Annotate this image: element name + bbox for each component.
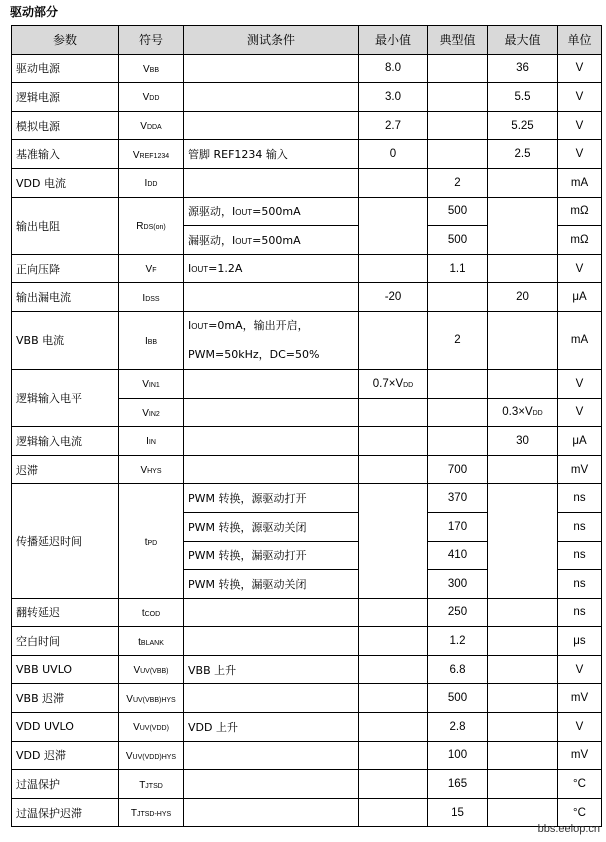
condition-cell: [184, 598, 359, 627]
condition-cell: [184, 770, 359, 799]
unit-cell: mV: [558, 455, 602, 484]
unit-cell: ns: [558, 541, 602, 570]
max-cell: [488, 369, 558, 398]
typ-cell: 1.2: [428, 627, 488, 656]
max-cell: [488, 254, 558, 283]
min-cell: [359, 627, 428, 656]
param-cell: VDD 迟滞: [12, 741, 119, 770]
param-cell: VDD 电流: [12, 168, 119, 197]
condition-cell: [184, 111, 359, 140]
max-cell: 20: [488, 283, 558, 312]
symbol-cell: VUV(VBB)HYS: [119, 684, 184, 713]
symbol-cell: IIN: [119, 427, 184, 456]
unit-cell: mV: [558, 741, 602, 770]
param-cell: 正向压降: [12, 254, 119, 283]
table-row: [12, 83, 602, 112]
typ-cell: 500: [428, 197, 488, 226]
param-cell: 输出电阻: [12, 197, 119, 254]
typ-cell: [428, 83, 488, 112]
unit-cell: °C: [558, 798, 602, 827]
unit-cell: V: [558, 254, 602, 283]
min-cell: 0.7×VDD: [359, 369, 428, 398]
symbol-cell: TJTSD: [119, 770, 184, 799]
unit-cell: V: [558, 83, 602, 112]
typ-cell: 370: [428, 484, 488, 513]
min-cell: [359, 484, 428, 598]
typ-cell: 2: [428, 168, 488, 197]
min-cell: [359, 455, 428, 484]
symbol-cell: VBB: [119, 54, 184, 83]
condition-cell: [184, 83, 359, 112]
min-cell: [359, 168, 428, 197]
max-cell: [488, 311, 558, 369]
symbol-cell: VF: [119, 254, 184, 283]
unit-cell: μA: [558, 283, 602, 312]
unit-cell: V: [558, 713, 602, 742]
unit-cell: °C: [558, 770, 602, 799]
min-cell: [359, 713, 428, 742]
symbol-cell: tCOD: [119, 598, 184, 627]
min-cell: [359, 427, 428, 456]
header-min: 最小值: [359, 26, 428, 55]
max-cell: [488, 455, 558, 484]
typ-cell: [428, 111, 488, 140]
header-param: 参数: [12, 26, 119, 55]
typ-cell: 165: [428, 770, 488, 799]
table-row: [12, 311, 602, 369]
param-cell: 模拟电源: [12, 111, 119, 140]
param-cell: 过温保护迟滞: [12, 798, 119, 827]
symbol-cell: VUV(VDD)HYS: [119, 741, 184, 770]
symbol-cell: VDD: [119, 83, 184, 112]
condition-cell: [184, 741, 359, 770]
param-cell: 逻辑输入电平: [12, 369, 119, 426]
symbol-cell: VIN1: [119, 369, 184, 398]
max-cell: [488, 197, 558, 254]
table-row: [12, 54, 602, 83]
table-row: [12, 197, 602, 226]
symbol-cell: VIN2: [119, 398, 184, 427]
condition-cell: IOUT=1.2A: [184, 254, 359, 283]
table-row: [12, 254, 602, 283]
condition-cell: 漏驱动，IOUT=500mA: [184, 226, 359, 255]
condition-cell: PWM 转换，源驱动打开: [184, 484, 359, 513]
condition-cell: PWM 转换，源驱动关闭: [184, 512, 359, 541]
header-max: 最大值: [488, 26, 558, 55]
symbol-cell: tPD: [119, 484, 184, 598]
param-cell: 过温保护: [12, 770, 119, 799]
unit-cell: mA: [558, 168, 602, 197]
condition-cell: [184, 455, 359, 484]
unit-cell: ns: [558, 484, 602, 513]
param-cell: VBB UVLO: [12, 655, 119, 684]
table-row: [12, 627, 602, 656]
table-row: [12, 655, 602, 684]
typ-cell: [428, 398, 488, 427]
condition-cell: VDD 上升: [184, 713, 359, 742]
typ-cell: 500: [428, 226, 488, 255]
typ-cell: 410: [428, 541, 488, 570]
condition-cell: [184, 168, 359, 197]
table-row: [12, 598, 602, 627]
max-cell: [488, 598, 558, 627]
typ-cell: 170: [428, 512, 488, 541]
typ-cell: 300: [428, 570, 488, 599]
max-cell: 36: [488, 54, 558, 83]
max-cell: [488, 627, 558, 656]
unit-cell: V: [558, 140, 602, 169]
typ-cell: 15: [428, 798, 488, 827]
min-cell: [359, 741, 428, 770]
typ-cell: 500: [428, 684, 488, 713]
section-title: 驱动部分: [10, 5, 59, 19]
watermark: bbs.eelop.cn: [537, 823, 600, 835]
header-symbol: 符号: [119, 26, 184, 55]
min-cell: [359, 684, 428, 713]
max-cell: [488, 168, 558, 197]
min-cell: [359, 254, 428, 283]
unit-cell: mA: [558, 311, 602, 369]
symbol-cell: VREF1234: [119, 140, 184, 169]
condition-cell: [184, 283, 359, 312]
symbol-cell: IDD: [119, 168, 184, 197]
max-cell: 5.5: [488, 83, 558, 112]
table-row: [12, 369, 602, 398]
table-row: [12, 111, 602, 140]
param-cell: VBB 迟滞: [12, 684, 119, 713]
header-condition: 测试条件: [184, 26, 359, 55]
unit-cell: V: [558, 398, 602, 427]
typ-cell: 1.1: [428, 254, 488, 283]
condition-cell: 管脚 REF1234 输入: [184, 140, 359, 169]
table-row: [12, 455, 602, 484]
min-cell: 0: [359, 140, 428, 169]
header-typ: 典型值: [428, 26, 488, 55]
symbol-cell: IBB: [119, 311, 184, 369]
typ-cell: 250: [428, 598, 488, 627]
min-cell: [359, 598, 428, 627]
spec-table: [11, 25, 602, 827]
typ-cell: [428, 427, 488, 456]
unit-cell: μs: [558, 627, 602, 656]
unit-cell: V: [558, 369, 602, 398]
symbol-cell: RDS(on): [119, 197, 184, 254]
max-cell: 0.3×VDD: [488, 398, 558, 427]
unit-cell: μA: [558, 427, 602, 456]
typ-cell: 2.8: [428, 713, 488, 742]
typ-cell: [428, 283, 488, 312]
unit-cell: ns: [558, 598, 602, 627]
condition-cell: PWM 转换，漏驱动打开: [184, 541, 359, 570]
typ-cell: [428, 54, 488, 83]
param-cell: VBB 电流: [12, 311, 119, 369]
param-cell: 传播延迟时间: [12, 484, 119, 598]
condition-cell: VBB 上升: [184, 655, 359, 684]
max-cell: 2.5: [488, 140, 558, 169]
table-row: [12, 713, 602, 742]
param-cell: 逻辑输入电流: [12, 427, 119, 456]
typ-cell: 2: [428, 311, 488, 369]
max-cell: [488, 741, 558, 770]
typ-cell: 6.8: [428, 655, 488, 684]
param-cell: 迟滞: [12, 455, 119, 484]
unit-cell: V: [558, 111, 602, 140]
unit-cell: mV: [558, 684, 602, 713]
symbol-cell: IDSS: [119, 283, 184, 312]
param-cell: VDD UVLO: [12, 713, 119, 742]
param-cell: 翻转延迟: [12, 598, 119, 627]
param-cell: 驱动电源: [12, 54, 119, 83]
header-unit: 单位: [558, 26, 602, 55]
min-cell: [359, 311, 428, 369]
param-cell: 逻辑电源: [12, 83, 119, 112]
max-cell: [488, 484, 558, 598]
condition-cell: PWM 转换，漏驱动关闭: [184, 570, 359, 599]
max-cell: 30: [488, 427, 558, 456]
table-row: [12, 798, 602, 827]
max-cell: [488, 684, 558, 713]
condition-cell: [184, 369, 359, 398]
param-cell: 空白时间: [12, 627, 119, 656]
table-row: [12, 168, 602, 197]
table-row: [12, 741, 602, 770]
unit-cell: mΩ: [558, 197, 602, 226]
condition-cell: IOUT=0mA，输出开启， PWM=50kHz，DC=50%: [184, 311, 359, 369]
min-cell: [359, 798, 428, 827]
table-row: [12, 484, 602, 513]
typ-cell: [428, 369, 488, 398]
min-cell: 8.0: [359, 54, 428, 83]
max-cell: [488, 770, 558, 799]
min-cell: [359, 398, 428, 427]
min-cell: [359, 655, 428, 684]
max-cell: 5.25: [488, 111, 558, 140]
unit-cell: V: [558, 655, 602, 684]
typ-cell: 100: [428, 741, 488, 770]
table-row: [12, 684, 602, 713]
condition-cell: [184, 684, 359, 713]
min-cell: [359, 197, 428, 254]
min-cell: -20: [359, 283, 428, 312]
max-cell: [488, 713, 558, 742]
unit-cell: ns: [558, 570, 602, 599]
condition-cell: [184, 398, 359, 427]
param-cell: 输出漏电流: [12, 283, 119, 312]
table-row: [12, 427, 602, 456]
condition-cell: [184, 798, 359, 827]
condition-cell: [184, 427, 359, 456]
typ-cell: 700: [428, 455, 488, 484]
param-cell: 基准输入: [12, 140, 119, 169]
symbol-cell: VUV(VBB): [119, 655, 184, 684]
typ-cell: [428, 140, 488, 169]
max-cell: [488, 655, 558, 684]
condition-cell: [184, 627, 359, 656]
table-row: [12, 140, 602, 169]
symbol-cell: tBLANK: [119, 627, 184, 656]
min-cell: 3.0: [359, 83, 428, 112]
condition-cell: 源驱动，IOUT=500mA: [184, 197, 359, 226]
table-row: [12, 770, 602, 799]
min-cell: 2.7: [359, 111, 428, 140]
symbol-cell: VDDA: [119, 111, 184, 140]
unit-cell: mΩ: [558, 226, 602, 255]
condition-cell: [184, 54, 359, 83]
min-cell: [359, 770, 428, 799]
unit-cell: ns: [558, 512, 602, 541]
symbol-cell: VUV(VDD): [119, 713, 184, 742]
table-row: [12, 283, 602, 312]
header-row: [12, 26, 602, 55]
symbol-cell: TJTSD-HYS: [119, 798, 184, 827]
unit-cell: V: [558, 54, 602, 83]
symbol-cell: VHYS: [119, 455, 184, 484]
